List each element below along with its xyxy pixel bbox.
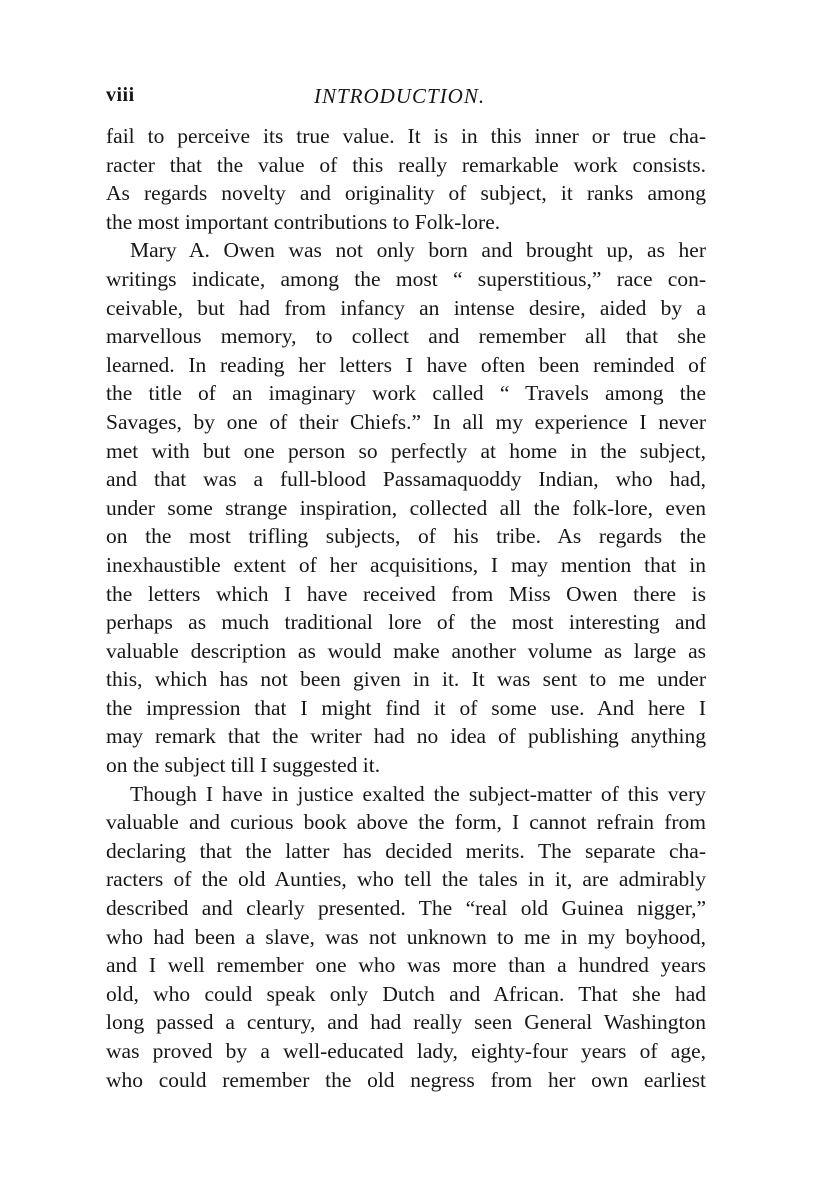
text-line: the most important contributions to Folk-lore.: [106, 209, 501, 234]
text-line: marvellous memory, to collect and remember all that she: [106, 324, 706, 349]
text-line: inexhaustible extent of her acquisitions, I may mention that in: [106, 552, 706, 577]
text-line: the impression that I might find it of some use. And here I: [106, 695, 706, 720]
text-line: racter that the value of this really remarkable work consists.: [106, 152, 706, 177]
text-line: Though I have in justice exalted the subject-matter of this very: [130, 781, 706, 806]
text-line: valuable and curious book above the form, I cannot refrain from: [106, 810, 706, 835]
text-line: long passed a century, and had really seen General Washington: [106, 1010, 706, 1035]
text-line: perhaps as much traditional lore of the most interesting and: [106, 610, 706, 635]
paragraph-3: [106, 780, 706, 1095]
text-line: the title of an imaginary work called “ Travels among the: [106, 381, 706, 406]
text-line: learned. In reading her letters I have often been reminded of: [106, 352, 706, 377]
text-line: As regards novelty and originality of subject, it ranks among: [106, 181, 706, 206]
text-line: fail to perceive its true value. It is in this inner or true cha-: [106, 124, 706, 148]
text-line: ceivable, but had from infancy an intense desire, aided by a: [106, 295, 706, 320]
text-line: described and clearly presented. The “real old Guinea nigger,”: [106, 896, 706, 921]
text-line: racters of the old Aunties, who tell the tales in it, are admirably: [106, 867, 706, 892]
text-line: who could remember the old negress from her own earliest: [106, 1067, 706, 1092]
text-line: writings indicate, among the most “ superstitious,” race con-: [106, 266, 706, 291]
running-head: [106, 84, 706, 114]
text-line: on the subject till I suggested it.: [106, 753, 381, 778]
paragraph-2: [106, 236, 706, 779]
running-title: INTRODUCTION.: [314, 84, 486, 108]
text-line: was proved by a well-educated lady, eighty-four years of age,: [106, 1039, 706, 1063]
text-line: may remark that the writer had no idea of publishing anything: [106, 724, 706, 749]
body-text: [106, 122, 706, 1094]
text-line: met with but one person so perfectly at home in the subject,: [106, 438, 706, 463]
text-line: under some strange inspiration, collected all the folk-lore, even: [106, 495, 706, 520]
paragraph-1: [106, 122, 706, 236]
text-line: valuable description as would make another volume as large as: [106, 638, 706, 663]
text-line: this, which has not been given in it. It was sent to me under: [106, 667, 706, 692]
text-line: who had been a slave, was not unknown to me in my boyhood,: [106, 924, 706, 949]
text-line: and I well remember one who was more than a hundred years: [106, 953, 706, 978]
text-line: on the most trifling subjects, of his tribe. As regards the: [106, 524, 706, 549]
text-line: declaring that the latter has decided merits. The separate cha-: [106, 838, 706, 863]
text-line: Mary A. Owen was not only born and brought up, as her: [130, 238, 706, 263]
text-line: old, who could speak only Dutch and African. That she had: [106, 981, 706, 1006]
page-number: viii: [106, 84, 135, 106]
text-line: the letters which I have received from Miss Owen there is: [106, 581, 706, 606]
text-line: and that was a full-blood Passamaquoddy Indian, who had,: [106, 467, 706, 492]
text-line: Savages, by one of their Chiefs.” In all my experience I never: [106, 409, 706, 434]
